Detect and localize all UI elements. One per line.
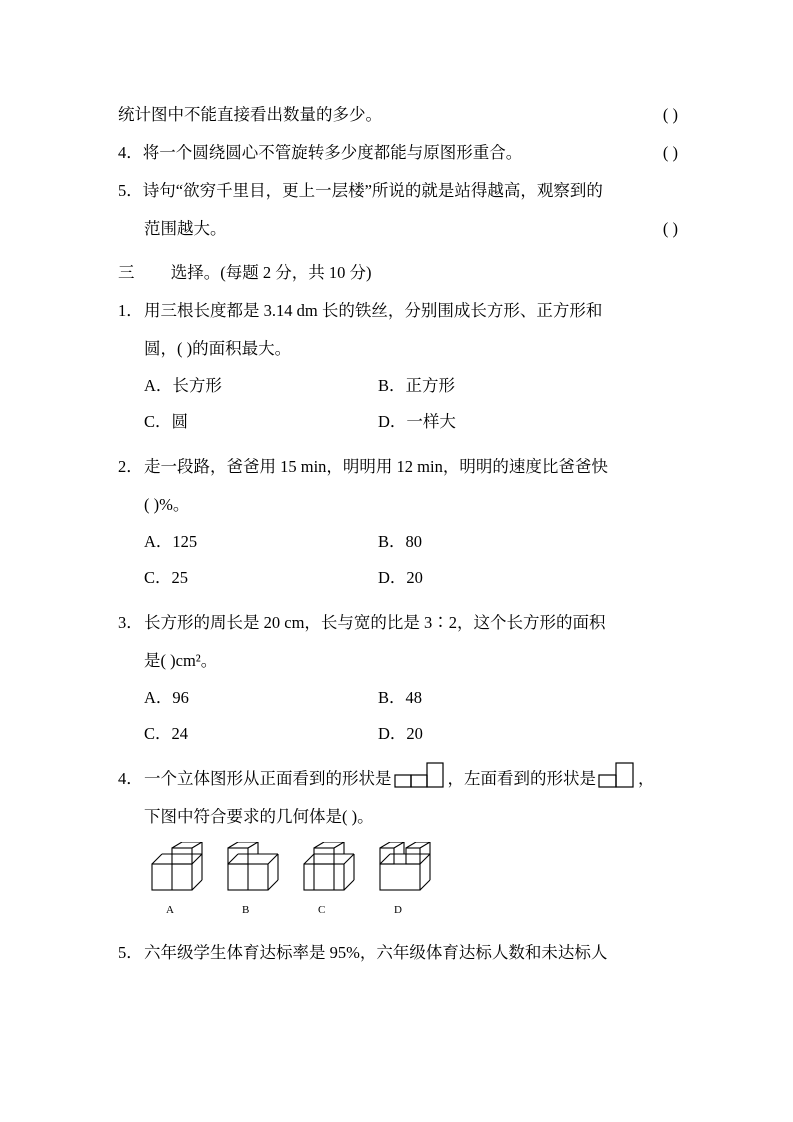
tf-question-4 — [118, 134, 678, 172]
tf-question-5-line1: 5．诗句“欲穷千里目，更上一层楼”所说的就是站得越高，观察到的 — [118, 181, 603, 200]
spacer — [118, 752, 678, 760]
option-D[interactable] — [378, 560, 612, 596]
tf-continuation-text: 统计图中不能直接看出数量的多少。 — [118, 105, 382, 124]
choice-question-4-text1: 一个立体图形从正面看到的形状是 — [144, 769, 392, 788]
choice-question-1-text1: 用三根长度都是 3.14 dm 长的铁丝，分别围成长方形、正方形和 — [144, 301, 603, 320]
worksheet-content — [118, 96, 678, 972]
choice-question-1-options-row1 — [118, 368, 678, 404]
choice-question-3-options-row2 — [118, 716, 678, 752]
option-B-key: B． — [378, 532, 406, 551]
choice-question-2-options-row1 — [118, 524, 678, 560]
answer-parenthesis[interactable]: ( ) — [662, 219, 678, 238]
spacer — [118, 918, 678, 926]
option-C-key: C． — [144, 568, 172, 587]
option-C-key: C． — [144, 412, 172, 431]
choice-question-4-text2: ，左面看到的形状是 — [447, 769, 596, 788]
geometric-solids-figure — [144, 842, 464, 904]
option-B-key: B． — [378, 376, 406, 395]
option-D-label: 一样大 — [406, 412, 456, 431]
tf-question-5-text2: 范围越大。 — [144, 219, 227, 238]
option-A-label: 96 — [172, 688, 189, 707]
option-D[interactable] — [378, 404, 612, 440]
choice-question-3-line1 — [118, 604, 678, 642]
choice-question-1-number: 1． — [118, 301, 143, 320]
option-D-label: 20 — [406, 568, 423, 587]
option-B-label: 48 — [405, 688, 423, 707]
option-A[interactable] — [144, 368, 378, 404]
option-D-key: D． — [378, 568, 407, 587]
option-A-label: 125 — [172, 532, 198, 551]
choice-question-2-options-row2 — [118, 560, 678, 596]
choice-question-4-line2: 下图中符合要求的几何体是( )。 — [144, 807, 374, 826]
solid-d — [380, 842, 430, 890]
choice-question-4-figures — [118, 842, 678, 904]
option-C-label: 24 — [171, 724, 189, 743]
option-A-key: A． — [144, 688, 173, 707]
choice-question-3-line2: 是( )cm²。 — [144, 651, 218, 670]
solid-b — [228, 842, 278, 890]
choice-question-2-text1: 走一段路，爸爸用 15 min，明明用 12 min，明明的速度比爸爸快 — [144, 457, 608, 476]
choice-question-3-number: 3． — [118, 613, 143, 632]
tf-question-4-text: 4．将一个圆绕圆心不管旋转多少度都能与原图形重合。 — [118, 143, 523, 162]
option-C-label: 圆 — [171, 412, 189, 431]
tf-question-continuation — [118, 96, 678, 134]
choice-question-1-line2: 圆，( )的面积最大。 — [144, 339, 292, 358]
option-C[interactable] — [144, 404, 378, 440]
solid-c — [304, 842, 354, 890]
choice-question-2-line1 — [118, 448, 678, 486]
option-A-key: A． — [144, 532, 173, 551]
option-B[interactable] — [378, 680, 612, 716]
choice-question-1-line1 — [118, 292, 678, 330]
section-heading — [118, 254, 678, 292]
option-D[interactable] — [378, 716, 612, 752]
option-A-label: 长方形 — [172, 376, 222, 395]
choice-question-5-number: 5． — [118, 943, 143, 962]
option-D-key: D． — [378, 412, 407, 431]
choice-question-5-text1: 六年级学生体育达标率是 95%，六年级体育达标人数和未达标人 — [144, 943, 608, 962]
choice-question-4-figure-labels — [118, 904, 678, 918]
figure-label-d: D — [394, 904, 402, 916]
choice-question-4-number: 4． — [118, 769, 143, 788]
tf-question-5-line2 — [118, 210, 678, 248]
option-B[interactable] — [378, 368, 612, 404]
left-view-shape-icon — [598, 762, 636, 788]
choice-question-4-text3: ， — [638, 769, 655, 788]
choice-question-2-line2: ( )%。 — [144, 495, 190, 514]
option-D-key: D． — [378, 724, 407, 743]
front-view-shape-icon — [394, 762, 446, 788]
answer-parenthesis[interactable]: ( ) — [662, 105, 678, 124]
option-B-label: 正方形 — [405, 376, 456, 395]
section-title: 选择。(每题 2 分，共 10 分) — [170, 263, 372, 282]
option-A[interactable] — [144, 524, 378, 560]
choice-question-3-text1: 长方形的周长是 20 cm，长与宽的比是 3∶2，这个长方形的面积 — [144, 613, 606, 632]
choice-question-2-number: 2． — [118, 457, 143, 476]
spacer — [118, 596, 678, 604]
figure-label-c: C — [318, 904, 326, 916]
answer-parenthesis[interactable]: ( ) — [662, 143, 678, 162]
option-C-key: C． — [144, 724, 172, 743]
choice-question-1-options-row2 — [118, 404, 678, 440]
spacer — [118, 926, 678, 934]
option-B-key: B． — [378, 688, 406, 707]
option-C[interactable] — [144, 560, 378, 596]
choice-question-3-options-row1 — [118, 680, 678, 716]
choice-question-4-line1 — [118, 760, 678, 798]
figure-label-b: B — [242, 904, 250, 916]
option-C[interactable] — [144, 716, 378, 752]
option-D-label: 20 — [406, 724, 423, 743]
option-A-key: A． — [144, 376, 173, 395]
figure-label-a: A — [166, 904, 174, 916]
solid-a — [152, 842, 202, 890]
option-A[interactable] — [144, 680, 378, 716]
option-B[interactable] — [378, 524, 612, 560]
section-number: 三 — [118, 263, 137, 282]
option-B-label: 80 — [405, 532, 423, 551]
spacer — [118, 440, 678, 448]
choice-question-5-line1 — [118, 934, 678, 972]
option-C-label: 25 — [171, 568, 189, 587]
